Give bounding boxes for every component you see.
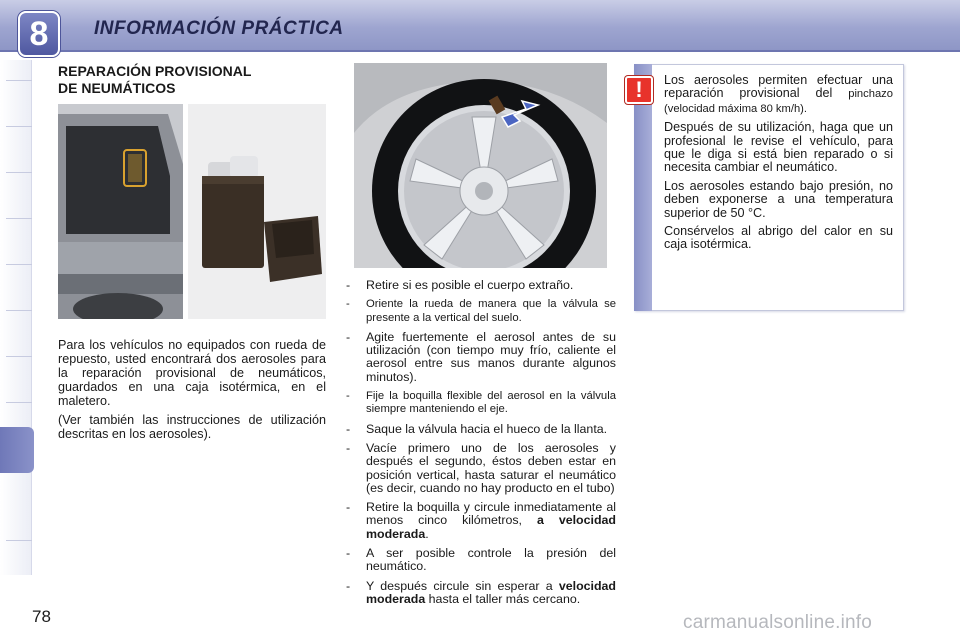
aerosol-canisters-illustration [188, 104, 326, 319]
list-item: - Saque la válvula hacia el hueco de la llanta. [346, 421, 608, 436]
chapter-tab[interactable] [6, 310, 32, 311]
chapter-tab[interactable] [6, 540, 32, 541]
intro-text [58, 338, 326, 446]
wheel-photo [354, 63, 607, 268]
section-title [58, 63, 328, 97]
intro-paragraph: (Ver también las instrucciones de utilización descritas en los aerosoles). [58, 413, 326, 441]
aerosol-box-photo [188, 104, 326, 319]
intro-paragraph: Para los vehículos no equipados con rueda de repuesto, usted encontrará dos aerosoles para la reparación provisional de neumáticos, guardados en una caja isotérmica, en el maletero. [58, 338, 326, 408]
notice-paragraph: Los aerosoles estando bajo presión, no deben exponerse a una temperatura superior de 50 °C. [664, 178, 893, 220]
notice-paragraph: Después de su utilización, haga que un profesional le revise el vehículo, para que le diga si está bien reparado o si necesita cambiar el neumático. [664, 120, 893, 175]
list-item: - Vacíe primero uno de los aerosoles y después el segundo, éstos deben estar en posición vertical, hasta saturar el neumático (es decir, cuando no hay producto en el tubo) [346, 440, 616, 495]
chapter-title: INFORMACIÓN PRÁCTICA [94, 18, 344, 39]
list-item: - Agite fuertemente el aerosol antes de su utilización (con tiempo muy frío, caliente el aerosol entre sus manos durante algunos minutos). [346, 329, 616, 384]
emphasis: a velocidad moderada [366, 513, 616, 541]
header-rule [0, 50, 960, 52]
emphasis: velocidad moderada [366, 578, 616, 606]
list-item: - Y después circule sin esperar a velocidad moderada hasta el taller más cercano. [346, 578, 616, 606]
chapter-tab[interactable] [6, 356, 32, 357]
chapter-tab-active[interactable] [0, 427, 34, 473]
notice-text [664, 74, 893, 257]
car-trunk-illustration [58, 104, 183, 319]
watermark: carmanualsonline.info [683, 612, 873, 633]
chapter-tab[interactable] [6, 218, 32, 219]
section-title-line: REPARACIÓN PROVISIONAL [58, 63, 252, 79]
page-number: 78 [32, 607, 51, 626]
notice-paragraph: Consérvelos al abrigo del calor en su caja isotérmica. [664, 224, 893, 252]
notice-paragraph: Los aerosoles permiten efectuar una reparación provisional del pinchazo (velocidad máxima 80 km/h). [664, 73, 894, 115]
chapter-tab[interactable] [6, 172, 32, 173]
wheel-valve-illustration [354, 63, 607, 268]
chapter-tab[interactable] [6, 80, 32, 81]
list-item: - Retire si es posible el cuerpo extraño. [346, 278, 574, 292]
chapter-tab[interactable] [6, 264, 32, 265]
trunk-photo [58, 104, 183, 319]
section-title-line: DE NEUMÁTICOS [58, 80, 176, 96]
list-item: - Fije la boquilla flexible del aerosol en la válvula siempre manteniendo el eje. [346, 390, 616, 416]
list-item: - A ser posible controle la presión del neumático. [346, 546, 616, 574]
list-item: - Oriente la rueda de manera que la válvula se presente a la vertical del suelo. [346, 298, 616, 324]
list-item: - Retire la boquilla y circule inmediatamente al menos cinco kilómetros, a velocidad moderada. [346, 500, 616, 541]
warning-icon: ! [625, 76, 653, 104]
chapter-number-badge: 8 [18, 11, 60, 57]
procedure-steps [344, 279, 616, 612]
chapter-tab[interactable] [6, 126, 32, 127]
chapter-tab[interactable] [6, 402, 32, 403]
chapter-tab-rail [0, 60, 32, 575]
